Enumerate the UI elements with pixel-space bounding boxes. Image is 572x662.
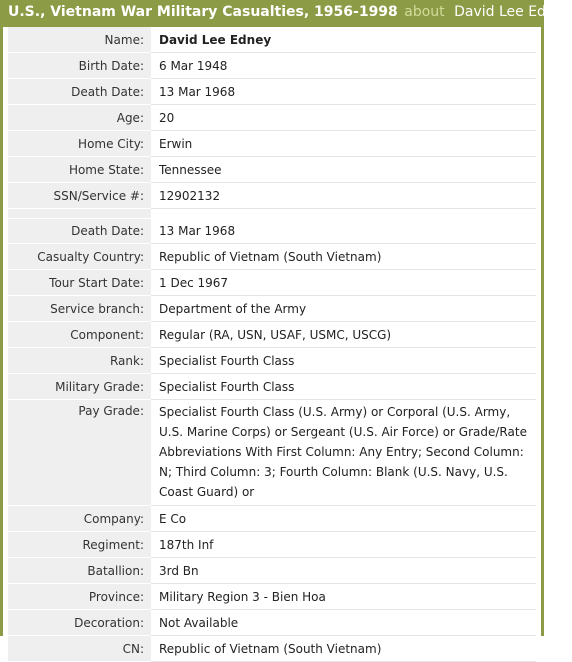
field-value: 6 Mar 1948 xyxy=(151,53,536,79)
table-row xyxy=(8,532,536,558)
table-row xyxy=(8,27,536,53)
record-panel xyxy=(3,27,541,656)
table-row xyxy=(8,584,536,610)
field-value: 3rd Bn xyxy=(151,558,536,584)
field-label: Service branch: xyxy=(8,296,151,322)
field-label: Home City: xyxy=(8,131,151,157)
field-label: Birth Date: xyxy=(8,53,151,79)
field-label: Age: xyxy=(8,105,151,131)
field-value: 13 Mar 1968 xyxy=(151,79,536,105)
table-row xyxy=(8,218,536,244)
table-row xyxy=(8,610,536,636)
table-row xyxy=(8,183,536,209)
field-label: Death Date: xyxy=(8,79,151,105)
table-row xyxy=(8,558,536,584)
table-row xyxy=(8,636,536,662)
field-label: SSN/Service #: xyxy=(8,183,151,209)
section-divider xyxy=(8,209,536,219)
table-row xyxy=(8,296,536,322)
table-row xyxy=(8,79,536,105)
table-row xyxy=(8,157,536,183)
field-label: Name: xyxy=(8,27,151,53)
record-header xyxy=(3,0,572,27)
field-value: Republic of Vietnam (South Vietnam) xyxy=(151,636,536,662)
table-row xyxy=(8,374,536,400)
table-row xyxy=(8,322,536,348)
field-value: E Co xyxy=(151,506,536,532)
field-label: Military Grade: xyxy=(8,374,151,400)
field-value: Specialist Fourth Class xyxy=(151,348,536,374)
field-label: Decoration: xyxy=(8,610,151,636)
field-value: 1 Dec 1967 xyxy=(151,270,536,296)
field-value: 13 Mar 1968 xyxy=(151,218,536,244)
field-value: Tennessee xyxy=(151,157,536,183)
table-row xyxy=(8,348,536,374)
field-value: 20 xyxy=(151,105,536,131)
field-label: Pay Grade: xyxy=(8,400,151,506)
field-value: Not Available xyxy=(151,610,536,636)
field-value: 187th Inf xyxy=(151,532,536,558)
field-value: David Lee Edney xyxy=(151,27,536,53)
field-label: Casualty Country: xyxy=(8,244,151,270)
collection-title[interactable]: U.S., Vietnam War Military Casualties, 1956-1998 xyxy=(8,4,398,20)
field-value: Regular (RA, USN, USAF, USMC, USCG) xyxy=(151,322,536,348)
field-value: Department of the Army xyxy=(151,296,536,322)
record-table xyxy=(8,27,536,662)
field-label: Rank: xyxy=(8,348,151,374)
field-value: Republic of Vietnam (South Vietnam) xyxy=(151,244,536,270)
field-value: Specialist Fourth Class xyxy=(151,374,536,400)
table-row xyxy=(8,400,536,506)
field-label: Death Date: xyxy=(8,218,151,244)
about-text: about xyxy=(404,4,445,20)
field-label: Tour Start Date: xyxy=(8,270,151,296)
field-label: Batallion: xyxy=(8,558,151,584)
field-label: CN: xyxy=(8,636,151,662)
field-label: Home State: xyxy=(8,157,151,183)
field-label: Province: xyxy=(8,584,151,610)
table-row xyxy=(8,506,536,532)
table-row xyxy=(8,105,536,131)
field-label: Regiment: xyxy=(8,532,151,558)
field-value: Military Region 3 - Bien Hoa xyxy=(151,584,536,610)
table-row xyxy=(8,244,536,270)
field-value: Erwin xyxy=(151,131,536,157)
field-label: Company: xyxy=(8,506,151,532)
table-row xyxy=(8,53,536,79)
field-label: Component: xyxy=(8,322,151,348)
field-value: Specialist Fourth Class (U.S. Army) or Corporal (U.S. Army, U.S. Marine Corps) or Sergeant (U.S. Air Force) or Grade/Rate Abbreviations With First Column: Any Entry; Second Column: N; Third Column: 3; Fourth Column: Blank (U.S. Navy, U.S. Coast Guard) or xyxy=(151,400,536,506)
table-row xyxy=(8,270,536,296)
table-row xyxy=(8,131,536,157)
person-name-link[interactable]: David Lee Edney xyxy=(454,4,572,20)
field-value: 12902132 xyxy=(151,183,536,209)
